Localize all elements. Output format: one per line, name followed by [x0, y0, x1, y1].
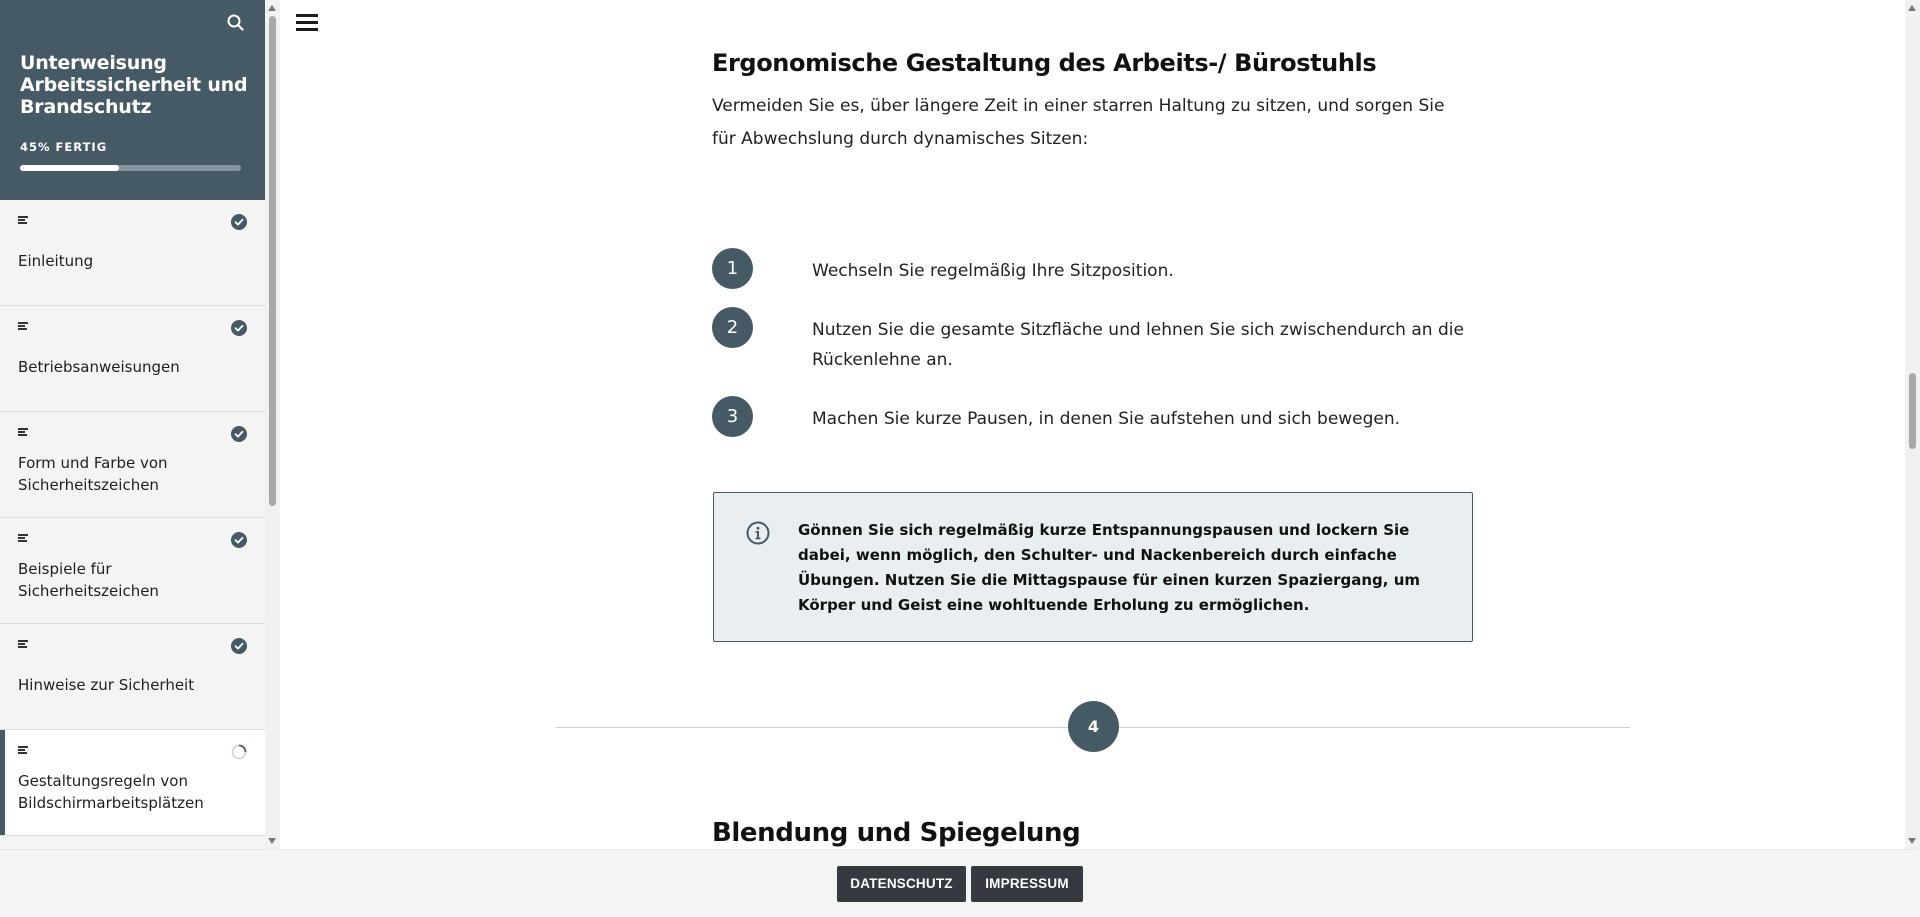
sidebar-scroll-thumb[interactable] — [269, 16, 276, 506]
info-note — [713, 492, 1473, 642]
step-text: Wechseln Sie regelmäßig Ihre Sitzposition. — [812, 261, 1174, 281]
info-note-text: Gönnen Sie sich regelmäßig kurze Entspannungspausen und lockern Sie dabei, wenn möglich, den Schulter- und Nackenbereich durch einfache Übungen. Nutzen Sie die Mittagspause für einen kurzen Spaziergang, um Körper und Geist eine wohltuende Erholung zu ermöglichen. — [798, 521, 1421, 614]
text-lines-icon — [18, 746, 28, 754]
scroll-down-arrow-icon[interactable] — [1908, 838, 1916, 844]
main-scrollbar[interactable] — [1905, 0, 1920, 849]
sidebar-lesson-item[interactable] — [0, 624, 265, 730]
check-circle-icon — [231, 638, 247, 654]
check-circle-icon — [231, 426, 247, 442]
sidebar-lesson-item[interactable] — [0, 730, 265, 836]
lesson-list — [0, 200, 265, 836]
section-number-badge: 4 — [1068, 701, 1119, 752]
progress-bar — [20, 165, 241, 171]
text-lines-icon — [18, 534, 28, 542]
sidebar-lesson-label: Gestaltungsregeln von Bildschirmarbeitsplätzen — [18, 772, 204, 812]
info-circle-icon — [745, 520, 771, 546]
sidebar-lesson-item[interactable] — [0, 306, 265, 412]
sidebar-lesson-label: Form und Farbe von Sicherheitszeichen — [18, 454, 168, 494]
check-circle-icon — [231, 214, 247, 230]
scroll-up-arrow-icon[interactable] — [268, 5, 276, 11]
search-icon — [225, 12, 247, 34]
imprint-button[interactable]: IMPRESSUM — [971, 866, 1083, 902]
sidebar-scrollbar[interactable] — [265, 0, 280, 849]
course-title: Unterweisung Arbeitssicherheit und Brandschutz — [20, 52, 248, 118]
next-section-heading: Blendung und Spiegelung — [712, 818, 1081, 848]
sidebar-header — [0, 0, 265, 200]
progress-ring-icon — [231, 744, 247, 760]
text-lines-icon — [18, 216, 28, 224]
progress-bar-fill — [20, 165, 119, 171]
step-text: Nutzen Sie die gesamte Sitzfläche und lehnen Sie sich zwischendurch an die Rückenlehne an. — [812, 320, 1464, 370]
main-scroll-thumb[interactable] — [1909, 373, 1916, 449]
privacy-button[interactable]: DATENSCHUTZ — [837, 866, 966, 902]
step-text: Machen Sie kurze Pausen, in denen Sie aufstehen und sich bewegen. — [812, 409, 1401, 429]
check-circle-icon — [231, 320, 247, 336]
hamburger-menu-icon — [296, 14, 318, 31]
sidebar — [0, 0, 265, 849]
menu-button[interactable] — [296, 14, 318, 32]
scroll-up-arrow-icon[interactable] — [1908, 5, 1916, 11]
search-button[interactable] — [225, 12, 247, 34]
section-heading: Ergonomische Gestaltung des Arbeits-/ Bürostuhls — [712, 49, 1377, 77]
sidebar-lesson-label: Einleitung — [18, 252, 94, 270]
step-number: 1 — [712, 248, 753, 289]
sidebar-lesson-item[interactable] — [0, 200, 265, 306]
footer — [0, 849, 1920, 917]
progress-label: 45% FERTIG — [20, 140, 108, 154]
text-lines-icon — [18, 428, 28, 436]
sidebar-lesson-label: Beispiele für Sicherheitszeichen — [18, 560, 159, 600]
sidebar-lesson-label: Betriebsanweisungen — [18, 358, 180, 376]
sidebar-lesson-item[interactable] — [0, 412, 265, 518]
text-lines-icon — [18, 640, 28, 648]
check-circle-icon — [231, 532, 247, 548]
text-lines-icon — [18, 322, 28, 330]
step-number: 2 — [712, 307, 753, 348]
sidebar-lesson-label: Hinweise zur Sicherheit — [18, 676, 195, 694]
scroll-down-arrow-icon[interactable] — [268, 838, 276, 844]
lesson-content — [280, 0, 1905, 849]
intro-text: Vermeiden Sie es, über längere Zeit in einer starren Haltung zu sitzen, und sorgen Sie für Abwechslung durch dynamisches Sitzen: — [712, 96, 1445, 149]
sidebar-lesson-item[interactable] — [0, 518, 265, 624]
step-number: 3 — [712, 396, 753, 437]
